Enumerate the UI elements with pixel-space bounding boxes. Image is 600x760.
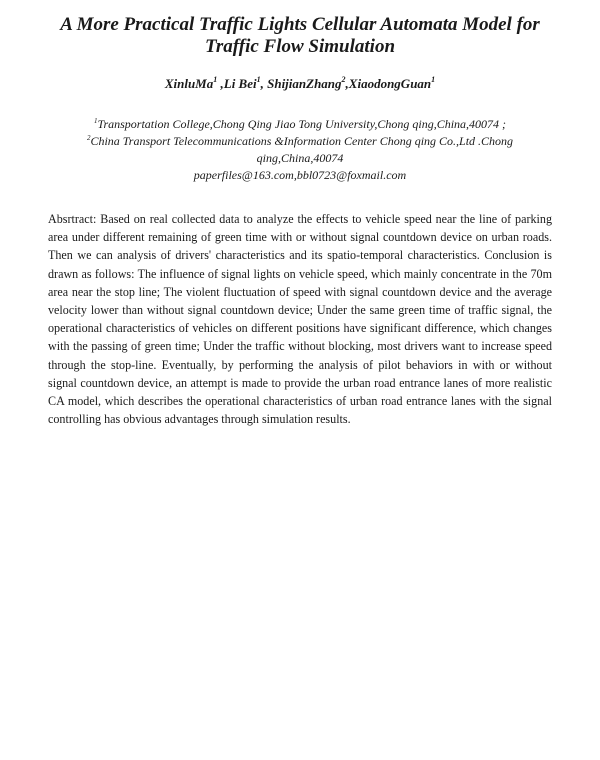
paper-title (30, 14, 570, 58)
author-affiliation-mark: 1 (431, 75, 436, 84)
author-separator: , (217, 76, 224, 91)
affiliation-mark: 2 (86, 134, 91, 142)
affiliation-text: Transportation College,Chong Qing Jiao Tong University,Chong qing,China,40074 ; (97, 117, 507, 131)
author-name: Li Bei (223, 76, 257, 91)
author-name: XinluMa (164, 76, 214, 91)
abstract-paragraph: Absrtract: Based on real collected data to analyze the effects to vehicle speed near the line of parking area under different remaining of green time with or without signal countdown device on urban roads. Then we can analysis of drivers' characteristics and its spatio-temporal characteristics. Conclusion is drawn as follows: The influence of signal lights on vehicle speed, which mainly concentrate in the 70m area near the stop line; The violent fluctuation of speed with signal countdown device and the average velocity lower than without signal countdown device; Under the same green time of traffic signal, the operational characteristics of vehicles on different positions have significant difference, which changes with the passing of green time; Under the traffic without blocking, most drivers want to increase speed through the stop-line. Eventually, by performing the analysis of pilot behaviors in with or without signal countdown device, an attempt is made to provide the urban road entrance lanes of more realistic CA model, which describes the operational characteristics of urban road entrance lanes with the signal controlling has obvious advantages through simulation results. (48, 212, 552, 427)
author-affiliation-mark: 1 (256, 75, 261, 84)
author-list (30, 76, 570, 92)
affiliation-2 (60, 133, 540, 150)
author-emails: paperfiles@163.com,bbl0723@foxmail.com (193, 168, 407, 182)
author-name: ShijianZhang (267, 76, 342, 91)
affiliations (60, 116, 540, 184)
author-separator: , (260, 76, 268, 91)
author-name: XiaodongGuan (348, 76, 432, 91)
author-affiliation-mark: 2 (341, 75, 346, 84)
title-line-2: Traffic Flow Simulation (204, 36, 396, 57)
title-line-1: A More Practical Traffic Lights Cellular Automata Model for (60, 14, 540, 35)
author-separator: , (345, 76, 349, 91)
affiliation-mark: 1 (93, 117, 98, 125)
author-affiliation-mark: 1 (213, 75, 218, 84)
affiliation-2-continued: qing,China,40074 (256, 151, 344, 165)
affiliation-1 (60, 116, 540, 133)
affiliation-text: China Transport Telecommunications &Information Center Chong qing Co.,Ltd .Chong (90, 134, 514, 148)
